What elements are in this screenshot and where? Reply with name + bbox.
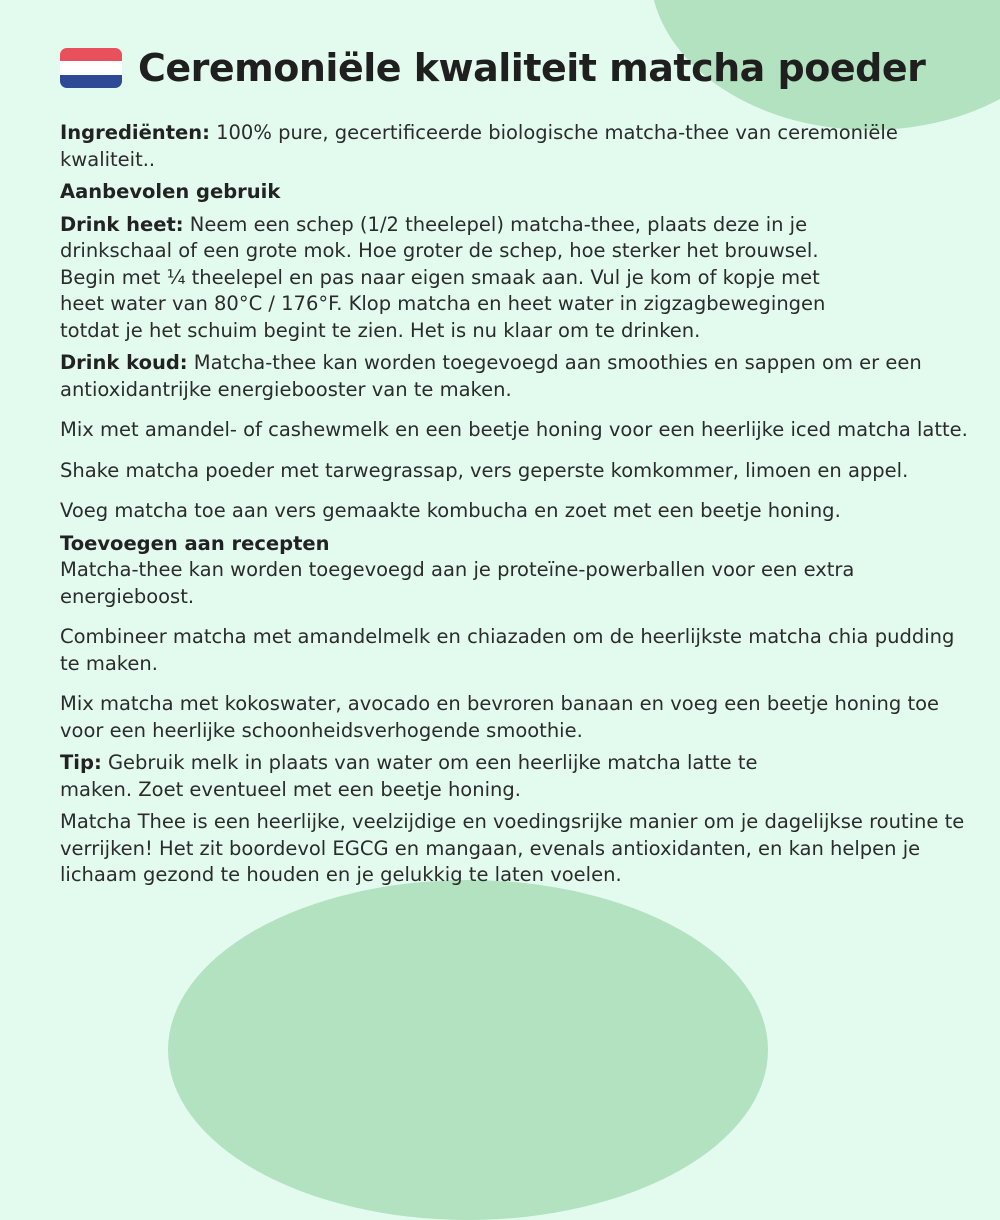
tip-paragraph: [60, 750, 980, 803]
cold-idea-paragraph: Mix met amandel- of cashewmelk en een beetje honing voor een heerlijke iced matcha latte.: [60, 418, 968, 441]
drink-cold-paragraph: [60, 350, 980, 403]
ingredients-paragraph: [60, 120, 980, 173]
drink-hot-line: Neem een schep (1/2 theelepel) matcha-thee, plaats deze in je: [183, 212, 808, 236]
tip-label: Tip:: [60, 751, 102, 774]
decorative-blob-bottom: [168, 880, 768, 1220]
flag-stripe-white: [60, 61, 122, 74]
ingredients-label: Ingrediënten:: [60, 121, 210, 144]
drink-hot-line: Begin met ¼ theelepel en pas naar eigen smaak aan. Vul je kom of kopje met: [60, 265, 820, 289]
netherlands-flag-icon: [60, 48, 122, 88]
flag-stripe-red: [60, 48, 122, 61]
closing-paragraph: Matcha Thee is een heerlijke, veelzijdige en voedingsrijke manier om je dagelijkse routine te verrijken! Het zit boordevol EGCG en mangaan, evenals antioxidanten, en kan helpen je lichaam gezond te houden en je gelukkig te laten voelen.: [60, 810, 965, 886]
flag-stripe-blue: [60, 75, 122, 88]
drink-hot-line: totdat je het schuim begint te zien. Het is nu klaar om te drinken.: [60, 318, 701, 342]
product-description: [60, 120, 980, 889]
recipe-paragraph: Matcha-thee kan worden toegevoegd aan je proteïne-powerballen voor een extra energieboost.: [60, 558, 855, 608]
drink-cold-text: Matcha-thee kan worden toegevoegd aan smoothies en sappen om er een antioxidantrijke energiebooster van te maken.: [60, 351, 922, 401]
drink-hot-line: drinkschaal of een grote mok. Hoe groter de schep, hoe sterker het brouwsel.: [60, 239, 819, 262]
page-header: [60, 38, 925, 98]
drink-hot-label: Drink heet:: [60, 212, 184, 236]
tip-line: maken. Zoet eventueel met een beetje honing.: [60, 777, 521, 801]
recipe-paragraph: Combineer matcha met amandelmelk en chiazaden om de heerlijkste matcha chia pudding te maken.: [60, 625, 955, 675]
cold-idea-paragraph: Voeg matcha toe aan vers gemaakte kombucha en zoet met een beetje honing.: [60, 499, 841, 522]
ingredients-text: 100% pure, gecertificeerde biologische matcha-thee van ceremoniële kwaliteit..: [60, 121, 898, 171]
cold-idea-paragraph: Shake matcha poeder met tarwegrassap, vers geperste komkommer, limoen en appel.: [60, 458, 909, 482]
drink-hot-paragraph: [60, 212, 980, 345]
recipe-paragraph: Mix matcha met kokoswater, avocado en bevroren banaan en voeg een beetje honing toe voor een heerlijke schoonheidsverhogende smoothie.: [60, 692, 940, 742]
recipes-heading: Toevoegen aan recepten: [60, 531, 330, 555]
drink-hot-line: heet water van 80°C / 176°F. Klop matcha en heet water in zigzagbewegingen: [60, 292, 826, 315]
usage-heading: Aanbevolen gebruik: [60, 180, 281, 203]
page-title: Ceremoniële kwaliteit matcha poeder: [138, 46, 926, 90]
drink-cold-label: Drink koud:: [60, 351, 188, 374]
tip-line: Gebruik melk in plaats van water om een heerlijke matcha latte te: [101, 751, 758, 774]
